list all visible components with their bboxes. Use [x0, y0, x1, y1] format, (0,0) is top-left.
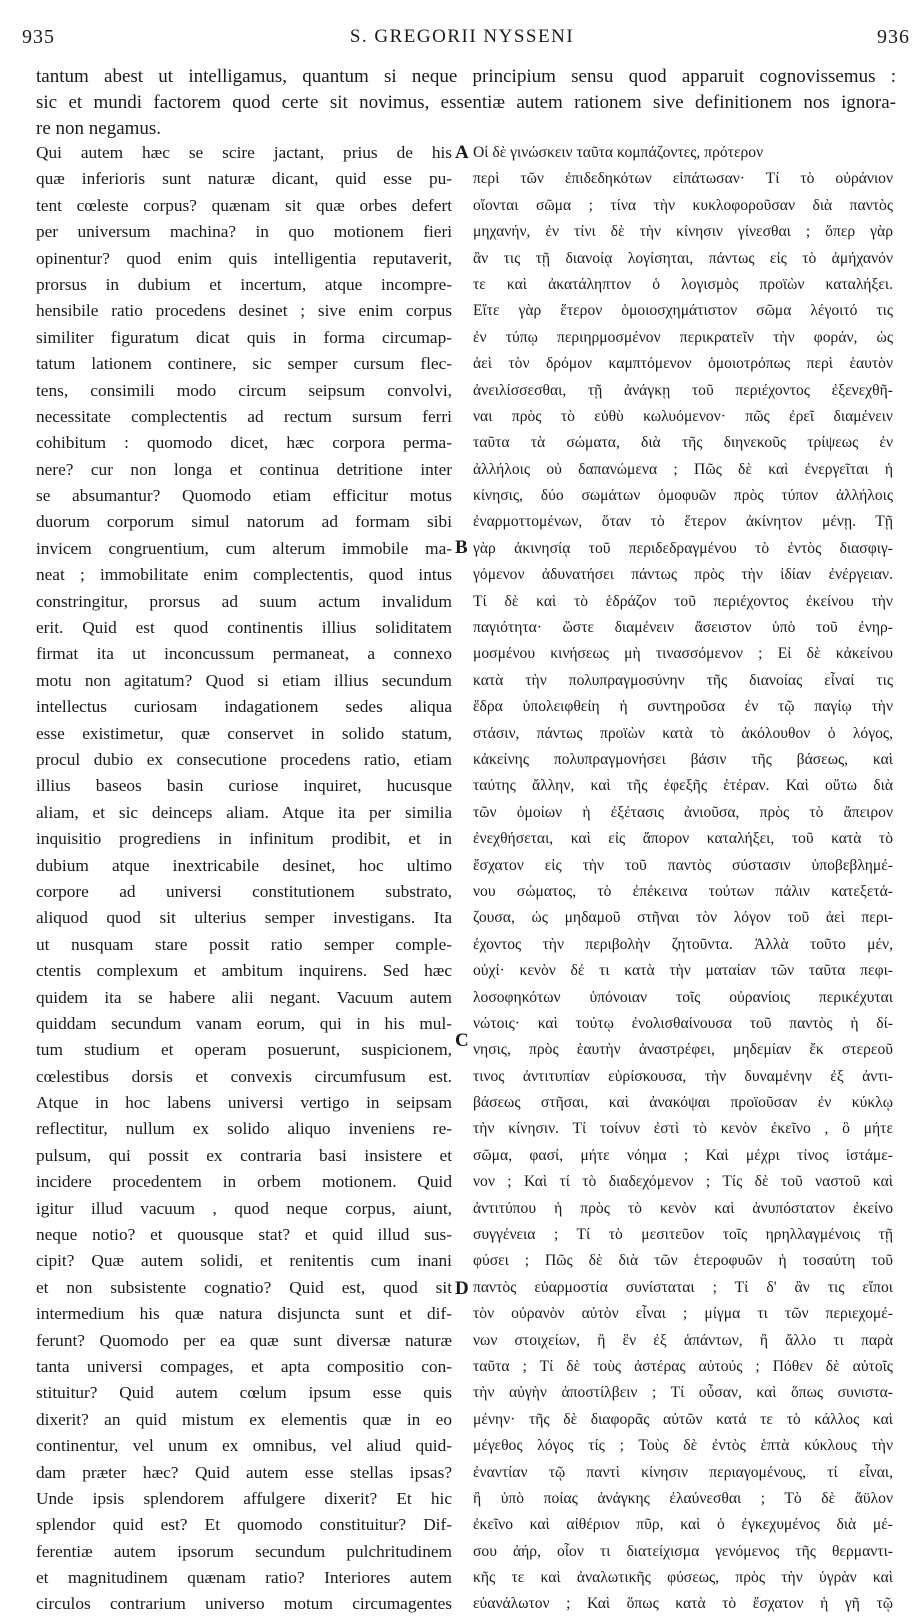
greek-line: μηχανήν, ἐν τίνι δὲ τὴν κίνησιν γίνεσθαι ; ὅπερ γὰρ — [473, 223, 893, 241]
greek-line: Τί δὲ καὶ τὸ ἑδράζον τοῦ περιέχοντος ἐκείνου τὴν — [473, 592, 893, 610]
margin-marker-b: B — [455, 537, 468, 558]
latin-line: cœlestibus dorsis et convexis circumfusum est. — [36, 1066, 452, 1086]
latin-line: invicem congruentium, cum alterum immobile ma- — [36, 538, 452, 558]
latin-line: aliam, et sic deinceps aliam. Atque ita per similia — [36, 802, 452, 822]
margin-marker-d: D — [455, 1278, 469, 1299]
latin-line: et magnitudinem quænam ratio? Interiores autem — [36, 1568, 452, 1588]
latin-line: quiddam secundum vanam eorum, qui in his mul- — [36, 1013, 452, 1033]
greek-line: ἀεὶ τὸν δρόμον καμπτόμενον ὁμοιοτρόπως περὶ ἑαυτὸν — [473, 355, 893, 373]
greek-line: ἐναντίαν τῷ παντὶ κίνησιν περιαγομένους, τί εἶναι, — [473, 1463, 893, 1481]
latin-line: dixerit? an quid mistum ex elementis quæ in eo — [36, 1409, 452, 1429]
greek-line: Εἴτε γὰρ ἕτερον ὁμοιοσχημάτιστον σῶμα λέγοιτό τις — [473, 302, 893, 320]
latin-line: opinentur? quod enim quis intelligentia reputaverit, — [36, 248, 452, 268]
greek-line: λοσοφηκότων ὑπόνοιαν τοῖς οὐρανίοις περικέχυται — [473, 988, 893, 1006]
text-line: sic et mundi factorem quod certe sit novimus, essentiæ autem rationem sive definitionem nos ignora- — [36, 92, 896, 113]
latin-line: inquisitio progrediens in infinitum prodibit, et in — [36, 829, 452, 849]
greek-line: μοσμένου κινήσεως μὴ τινασσόμενον ; Εἰ δὲ κἀκείνου — [473, 645, 893, 663]
latin-line: quæ inferioris sunt naturæ dicant, quid esse pu- — [36, 169, 452, 189]
latin-line: tanta universi compages, et apta compositio con- — [36, 1356, 452, 1376]
greek-line: γὰρ ἀκινησίᾳ τοῦ περιδεδραγμένου τὸ ἐντὸς διασφιγ- — [473, 539, 893, 557]
latin-line: illius baseos basin curiose inquiret, hucusque — [36, 776, 452, 796]
latin-line: tatum lationem continere, sic semper cursum flec- — [36, 354, 452, 374]
greek-line: τινος ἀντιτυπίαν εὑρίσκουσα, τὴν δυναμένην ἐξ ἀντι- — [473, 1067, 893, 1085]
latin-line: aliquod quod sit ulterius semper investigans. Ita — [36, 908, 452, 928]
latin-line: tent cœleste corpus? quænam sit quæ orbes defert — [36, 195, 452, 215]
latin-line: esse existimetur, quæ conservet in solido statum, — [36, 723, 452, 743]
greek-line: νων στοιχείων, ἢ ἓν ἐξ ἁπάντων, ἢ ἄλλο τι παρὰ — [473, 1331, 893, 1349]
latin-line: neque notio? et quousque stat? et quid illud sus- — [36, 1225, 452, 1245]
latin-line: continentur, vel unum ex omnibus, vel aliud quid- — [36, 1436, 452, 1456]
greek-line: νον ; Καὶ τί τὸ διαδεχόμενον ; Τίς δὲ τοῦ ναστοῦ καὶ — [473, 1173, 893, 1191]
greek-line: ἢ ὑπὸ ποίας ἀνάγκης ἐλαύνεσθαι ; Τὸ δὲ ἄϋλον — [473, 1489, 893, 1507]
greek-line: σῶμα, φασί, μήτε νόημα ; Καὶ μέχρι τίνος ἱστάμε- — [473, 1146, 893, 1164]
greek-line: ἐναρμοττομένων, ὅταν τὸ ἕτερον ἀκίνητον μένῃ. Τῇ — [473, 513, 893, 531]
running-title: S. GREGORII NYSSENI — [349, 26, 575, 47]
greek-line: τὴν αὐγὴν ἀποστίλβειν ; Τί οὖσαν, καὶ ὅπως συνιστα- — [473, 1384, 893, 1402]
latin-line: Qui autem hæc se scire jactant, prius de his — [36, 143, 452, 162]
latin-line: quidem ita se habere alii negant. Vacuum autem — [36, 987, 452, 1007]
latin-line: splendor quid est? Et quomodo constituitur? Dif- — [36, 1515, 452, 1535]
top-paragraph — [36, 64, 896, 142]
greek-line: κατὰ τὴν πολυπραγμοσύνην τῆς διανοίας εἶναί τις — [473, 671, 893, 689]
greek-line: οὐχί· κενὸν δέ τι κατὰ τὴν ματαίαν τῶν ταῦτα πεφι- — [473, 962, 893, 980]
latin-line: se absumantur? Quomodo etiam efficitur motus — [36, 486, 452, 506]
greek-line: ταῦτα τὰ σώματα, διὰ τῆς διηνεκοῦς τρίψεως ἐν — [473, 434, 893, 452]
greek-line: ἐκεῖνο καὶ αἰθέριον πῦρ, καὶ ὁ ἐγκεχυμένος διὰ μέ- — [473, 1516, 893, 1534]
greek-line: κίνησις, δύο σωμάτων ὁμοφυῶν πρὸς τύπον ἀλλήλοις — [473, 487, 893, 505]
latin-line: nere? cur non longa et continua detritione inter — [36, 459, 452, 479]
greek-line: περὶ τῶν ἐπιδεδηκότων εἰπάτωσαν· Τί τὸ οὐράνιον — [473, 170, 893, 188]
greek-line: νου σώματος, τὸ ἐπέκεινα τούτων πάλιν κατεξετά- — [473, 882, 893, 900]
latin-line: dam præter hæc? Quid autem esse stellas ipsas? — [36, 1462, 452, 1482]
latin-line: tens, consimili modo circum seipsum convolvi, — [36, 380, 452, 400]
greek-line: τῶν ὁμοίων ἡ ἐξέτασις ἀνιοῦσα, πρὸς τὸ ἄπειρον — [473, 803, 893, 821]
greek-line: βάσεως στῆσαι, καὶ ἀνακόψαι προϊοῦσαν ἐν κύκλῳ — [473, 1094, 893, 1112]
latin-line: cohibitum : quomodo dicet, hæc corpora perma- — [36, 433, 452, 453]
page-header — [0, 0, 924, 48]
greek-line: ζουσα, ὡς μηδαμοῦ στῆναι τὸν λόγον τοῦ ἀεὶ περι- — [473, 909, 893, 927]
latin-line: dubium atque inextricabile desinet, hoc ultimo — [36, 855, 452, 875]
greek-line: σου ἀήρ, οἷον τι διατείχισμα γενόμενος τῆς θερμαντι- — [473, 1542, 893, 1560]
greek-line: ἀλλήλοις οὐ δαπανώμενα ; Πῶς δὲ καὶ ἐνεργεῖται ἡ — [473, 460, 893, 478]
latin-line: ctentis complexum et ambitum inquirens. Sed hæc — [36, 961, 452, 981]
greek-line: μέγεθος λόγος τίς ; Τοὺς δὲ ἐντὸς ἑπτὰ κύκλους τὴν — [473, 1437, 893, 1455]
latin-line: procul dubio ex consecutione procedens ratio, etiam — [36, 749, 452, 769]
greek-line: κῆς τε καὶ ἀναλωτικῆς φύσεως, πρὸς τὴν ὑγρὰν καὶ — [473, 1569, 893, 1587]
latin-line: stituitur? Quid autem cœlum ipsum esse quis — [36, 1383, 452, 1403]
greek-column — [473, 140, 893, 1618]
greek-line: μένην· τῆς δὲ διαφορᾶς αὐτῶν κατά τε τὸ κάλλος καὶ — [473, 1410, 893, 1428]
greek-line: ἐνεχθήσεται, καὶ εἰς ἄπορον καταλήξει, τοῦ κατὰ τὸ — [473, 830, 893, 848]
latin-line: incidere procedentem in orbem motionem. Quid — [36, 1172, 452, 1192]
latin-line: ferunt? Quomodo per ea quæ sunt diversæ naturæ — [36, 1330, 452, 1350]
greek-line: οἴονται σῶμα ; τίνα τὴν κυκλοφοροῦσαν διὰ παντὸς — [473, 196, 893, 214]
text-line: re non negamus. — [36, 118, 162, 139]
latin-line: duorum corporum simul natorum ad formam sibi — [36, 512, 452, 532]
latin-line: intermedium his quæ natura disjuncta sunt et dif- — [36, 1304, 452, 1324]
latin-line: firmat ita ut inconcussum permaneat, a connexo — [36, 644, 452, 664]
latin-line: igitur illud vacuum , quod neque corpus, aiunt, — [36, 1198, 452, 1218]
greek-line: ἂν τις τῇ διανοίᾳ λογίσηται, πάντως εἰς τὸ ἀμήχανόν — [473, 249, 893, 267]
greek-line: ἀντιτύπου ἡ πρὸς τὸ κενὸν καὶ ἀνυπόστατον ἐκείνο — [473, 1199, 893, 1217]
latin-line: neat ; immobilitate enim complectentis, quod intus — [36, 565, 452, 585]
greek-line: τε καὶ ἀκατάληπτον ὁ λογισμὸς προϊὼν καταλήξει. — [473, 275, 893, 293]
greek-line: ἔσχατον εἰς τὴν τοῦ παντὸς σύστασιν ὑποβεβλημέ- — [473, 856, 893, 874]
greek-line: κἀκείνης πολυπραγμονήσει βάσιν τῆς βάσεως, καὶ — [473, 750, 893, 768]
latin-column — [36, 140, 452, 1618]
greek-line: ναι πρὸς τὸ εὐθὺ κωλυόμενον· πῶς ἐρεῖ διαμένειν — [473, 407, 893, 425]
greek-line: ἀνειλίσσεσθαι, τῇ ἀνάγκῃ τοῦ περιέχοντος ἐξενεχθῆ- — [473, 381, 893, 399]
latin-line: cipit? Quæ autem solidi, et renitentis cum inani — [36, 1251, 452, 1271]
page-number-left: 935 — [22, 26, 55, 48]
latin-line: pulsum, qui possit ex contraria basi insistere et — [36, 1145, 452, 1165]
latin-line: tum studium et operam posuerunt, suspicionem, — [36, 1040, 452, 1060]
latin-line: erit. Quid est quod continentis illius soliditatem — [36, 618, 452, 638]
greek-line: νώτοις· καὶ τούτῳ ἐνολισθαίνουσα τοῦ παντὸς ἡ δί- — [473, 1014, 893, 1032]
latin-line: ferentiæ autem ipsorum secundum pulchritudinem — [36, 1541, 452, 1561]
latin-line: circulos contrarium universo motum circumagentes — [36, 1594, 452, 1614]
latin-line: intellectus curiosam indagationem sedes aliqua — [36, 697, 452, 717]
greek-line: Οἱ δὲ γινώσκειν ταῦτα κομπάζοντες, πρότερον — [473, 144, 764, 161]
greek-line: εὐανάλωτον ; Καὶ ὅπως κατὰ τὸ ἔσχατον ἡ γῆ τῷ — [473, 1595, 893, 1613]
text-line: tantum abest ut intelligamus, quantum si neque principium sensu quod apparuit cognovissemus : — [36, 66, 896, 87]
latin-line: per universum machina? in quo motionem fieri — [36, 222, 452, 242]
greek-line: συγγένεια ; Τί τὸ μεσιτεῦον τοῖς ηρηλλαγμένοις τῇ — [473, 1226, 893, 1244]
latin-line: corpore ad universi constitutionem substrato, — [36, 881, 452, 901]
latin-line: Unde ipsis splendorem affulgere dixerit? Et hic — [36, 1488, 452, 1508]
page-number-right: 936 — [877, 26, 910, 48]
greek-line: ἐν τύπῳ περιηρμοσμένον περικρατεῖν τὴν φοράν, ὡς — [473, 328, 893, 346]
margin-marker-a: A — [455, 142, 469, 163]
greek-line: τὴν κίνησιν. Τί τοίνυν ἐστὶ τὸ κενὸν ἐκεῖνο , ὃ μήτε — [473, 1120, 893, 1138]
greek-line: φύσει ; Πῶς δὲ διὰ τῶν ἑτεροφυῶν ἡ τοσαύτη τοῦ — [473, 1252, 893, 1270]
greek-line: έχοντος τὴν περιβολὴν ζητοῦντα. Ἀλλὰ τοῦτο μέν, — [473, 935, 893, 953]
greek-line: νησις, πρὸς ἑαυτὴν ἀναστρέφει, μηδεμίαν ἔκ στερεοῦ — [473, 1041, 893, 1059]
margin-marker-c: C — [455, 1030, 469, 1051]
latin-line: constringitur, prorsus ad suum actum invalidum — [36, 591, 452, 611]
greek-line: τὸν οὐρανὸν αὐτὸν εἶναι ; μίγμα τι τῶν περιεχομέ- — [473, 1305, 893, 1323]
latin-line: reflectitur, nullum ex solido aliquo inveniens re- — [36, 1119, 452, 1139]
latin-line: et non subsistente cognatio? Quid est, quod sit — [36, 1277, 452, 1297]
latin-line: similiter figuratum dicat quis in forma circumap- — [36, 327, 452, 347]
latin-line: ut nusquam stare possit ratio semper comple- — [36, 934, 452, 954]
latin-line: motu non agitatum? Quod si etiam illius secundum — [36, 670, 452, 690]
latin-line: hensibile ratio procedens desinet ; sive enim corpus — [36, 301, 452, 321]
greek-line: στάσιν, πάντως προϊὼν κατὰ τὸ ἀκόλουθον ὁ λόγος, — [473, 724, 893, 742]
greek-line: γόμενον ἀδυνατήσει πάντως πρὸς τὴν ἰδίαν ἐνέργειαν. — [473, 566, 893, 584]
greek-line: παγιότητα· ὥστε διαμένειν ἄσειστον ὑπὸ τοῦ ἐνηρ- — [473, 619, 893, 637]
greek-line: ταῦτα ; Τί δὲ τοὺς ἀστέρας αὐτούς ; Πόθεν δὲ αὐτοῖς — [473, 1357, 893, 1375]
latin-line: Atque in hoc labens universi vertigo in seipsam — [36, 1093, 452, 1113]
latin-line: necessitate complectentis ad rectum sursum ferri — [36, 406, 452, 426]
greek-line: παντὸς εὐαρμοστία συνίσταται ; Τί δ' ἂν τις εἴποι — [473, 1278, 893, 1296]
latin-line: prorsus in dubium et incertum, atque incompre- — [36, 274, 452, 294]
greek-line: ἕδρα ὑπολειφθείη ἡ συντηροῦσα ἐν τῷ παγίῳ τὴν — [473, 698, 893, 716]
greek-line: ταύτης ἄλλην, καὶ τῆς ἐφεξῆς ἑτέραν. Καὶ οὕτω διὰ — [473, 777, 893, 795]
